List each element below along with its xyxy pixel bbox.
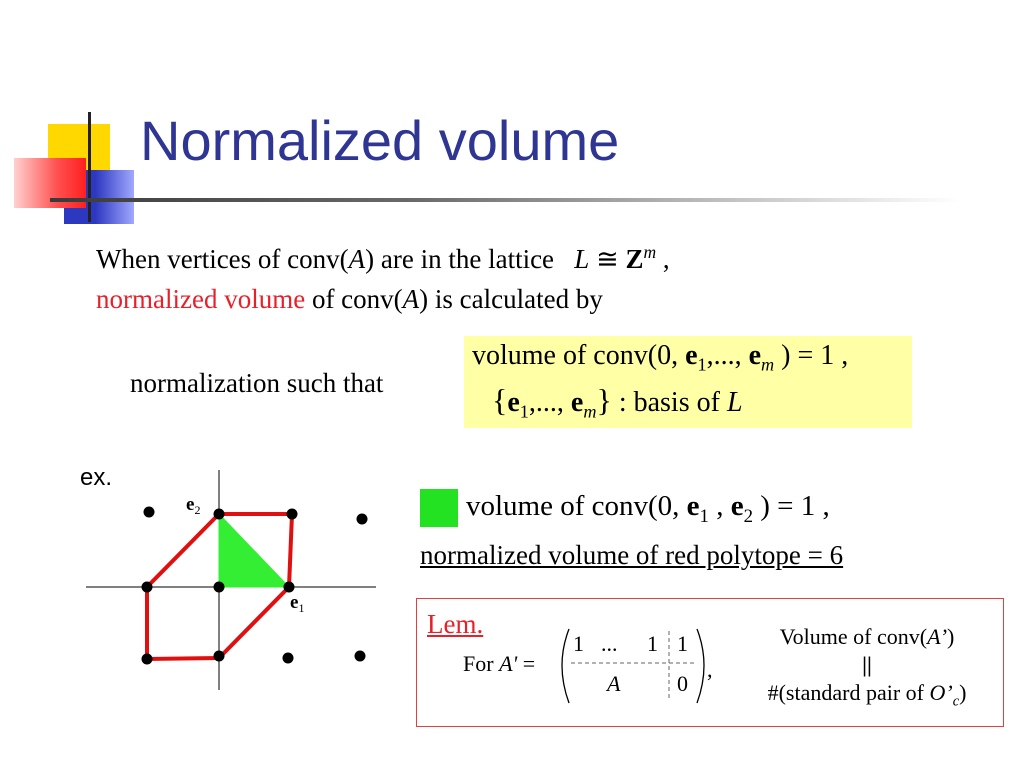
lattice-point xyxy=(284,582,295,593)
lattice-point xyxy=(287,509,298,520)
e2-label: $e_2$ xyxy=(186,494,201,517)
svg-text:1: 1 xyxy=(573,631,584,656)
lattice-point xyxy=(283,653,294,664)
lattice-point xyxy=(214,509,225,520)
example-label: ex. xyxy=(80,464,113,491)
normalized-volume-result: normalized volume of red polytope = 6 xyxy=(420,540,844,570)
lattice-point xyxy=(142,654,153,665)
page-title: Normalized volume xyxy=(140,109,620,172)
svg-text:A: A xyxy=(607,671,621,696)
lattice-point xyxy=(142,582,153,593)
svg-text:1: 1 xyxy=(647,631,658,656)
lemma-matrix xyxy=(557,625,727,709)
lattice-point xyxy=(355,651,366,662)
condition-line-2: {$e_1$,..., $e_m$} : basis of L xyxy=(492,382,743,422)
normalization-label: normalization such that xyxy=(130,368,384,398)
lemma-box xyxy=(416,598,1004,727)
lemma-for-text: For A' = xyxy=(463,651,536,676)
lemma-label: Lem. xyxy=(427,609,484,639)
condition-line-1: volume of conv(0, $e_1$,..., $e_m$ ) = 1 , xyxy=(472,340,849,375)
lattice-point xyxy=(214,582,225,593)
unit-volume-line: volume of conv(0, $e_1$ , $e_2$ ) = 1 , xyxy=(466,490,830,527)
lemma-statement: Volume of conv(A’) || #(standard pair of $O’_c$) xyxy=(767,624,967,710)
intro-line-2: normalized volume of conv(A) is calculated by xyxy=(96,284,603,314)
svg-text:...: ... xyxy=(601,631,618,656)
intro-line-1: When vertices of conv(A) are in the lattice L ≅ $Z^m$ , xyxy=(96,242,670,274)
lattice-point xyxy=(357,514,368,525)
svg-text:,: , xyxy=(707,657,713,682)
svg-text:0: 0 xyxy=(677,671,688,696)
lattice-point xyxy=(144,507,155,518)
green-legend-square xyxy=(420,489,458,527)
unit-simplex xyxy=(219,514,289,587)
e1-label: $e_1$ xyxy=(290,592,305,615)
lattice-point xyxy=(214,651,225,662)
svg-text:1: 1 xyxy=(677,631,688,656)
